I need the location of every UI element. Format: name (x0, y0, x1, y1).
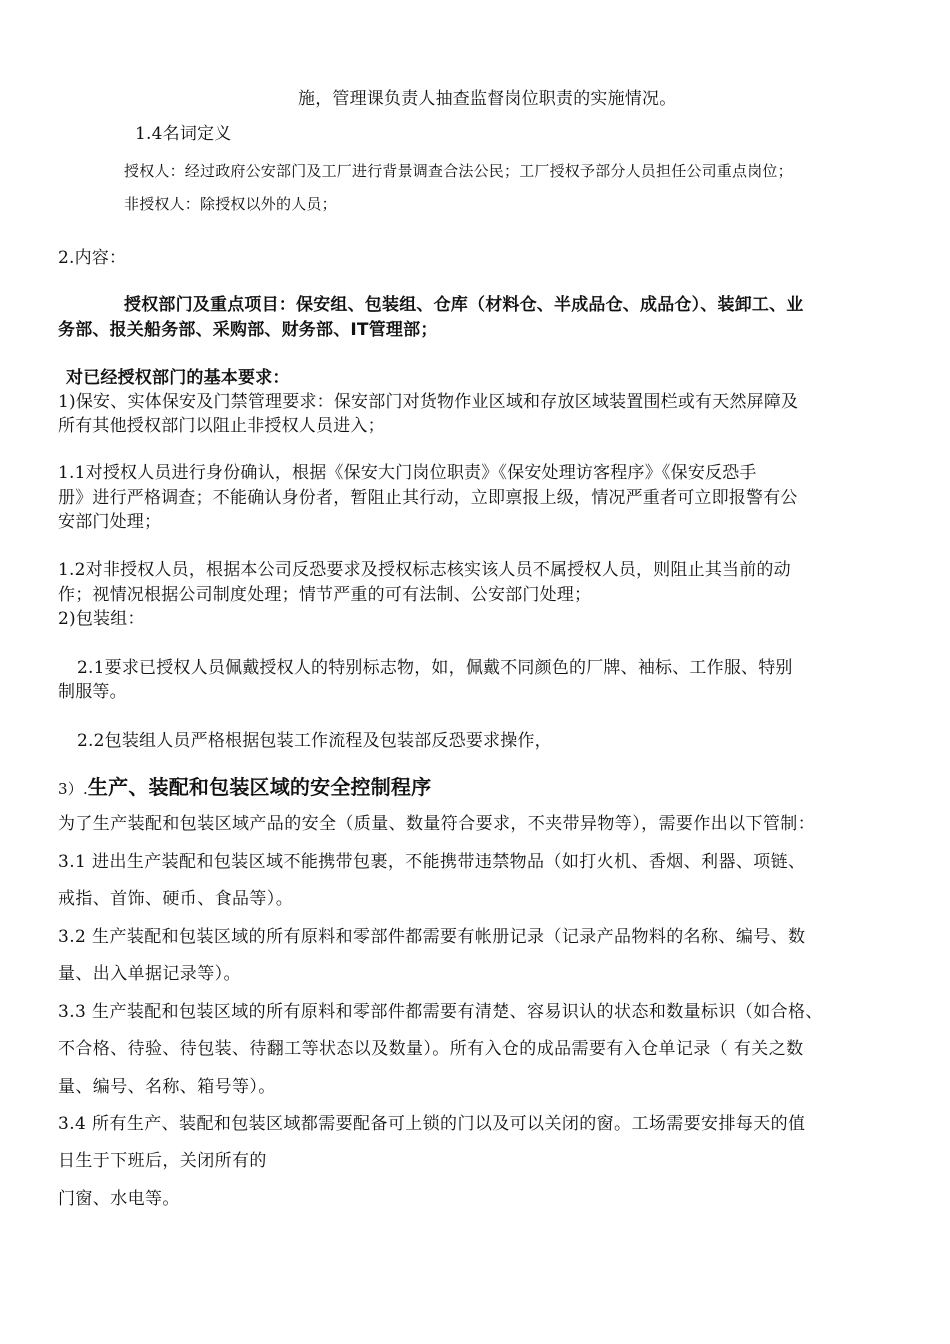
content-heading: 2.内容： (58, 248, 127, 268)
p3-4-line-3: 门窗、水电等。 (58, 1189, 180, 1209)
req-1-1-line-2: 册》进行严格调查；不能确认身份者，暂阻止其行动，立即禀报上级，情况严重者可立即报警有公 (58, 488, 798, 508)
definitions-heading: 1.4名词定义 (135, 124, 232, 144)
p3-3-line-3: 量、编号、名称、箱号等）。 (58, 1077, 276, 1097)
req-1-1-line-3: 安部门处理； (58, 512, 162, 532)
p3-2-line-2: 量、出入单据记录等）。 (58, 964, 241, 984)
section-3-heading (58, 776, 431, 800)
req-2-1-line-1: 2.1要求已授权人员佩戴授权人的特别标志物，如，佩戴不同颜色的厂牌、袖标、工作服、特别 (77, 658, 793, 678)
req-1-2-line-2: 作；视情况根据公司制度处理；情节严重的可有法制、公安部门处理； (58, 585, 592, 605)
p3-4-line-2: 日生于下班后，关闭所有的 (58, 1151, 267, 1171)
p3-4-line-1: 3.4 所有生产、装配和包装区域都需要配备可上锁的门以及可以关闭的窗。工场需要安排每天的值 (58, 1114, 806, 1134)
req-2-2: 2.2包装组人员严格根据包装工作流程及包装部反恐要求操作， (77, 731, 552, 751)
key-items-line-2: 务部、报关船务部、采购部、财务部、IT管理部； (58, 320, 438, 340)
p3-3-line-2: 不合格、待验、待包装、待翻工等状态以及数量）。所有入仓的成品需要有入仓单记录（ 有关之数 (58, 1039, 804, 1059)
p3-1-line-1: 3.1 进出生产装配和包装区域不能携带包裹，不能携带违禁物品（如打火机、香烟、利器、项链、 (58, 852, 806, 872)
definition-authorized: 授权人：经过政府公安部门及工厂进行背景调查合法公民；工厂授权予部分人员担任公司重点岗位； (124, 162, 793, 180)
req-2-heading: 2)包装组： (58, 609, 145, 629)
key-items-line-1: 授权部门及重点项目：保安组、包装组、仓库（材料仓、半成品仓、成品仓）、装卸工、业 (124, 295, 804, 315)
req-1-line-2: 所有其他授权部门以阻止非授权人员进入； (58, 416, 385, 436)
p3-2-line-1: 3.2 生产装配和包装区域的所有原料和零部件都需要有帐册记录（记录产品物料的名称、编号、数 (58, 927, 806, 947)
section-3-intro: 为了生产装配和包装区域产品的安全（质量、数量符合要求，不夹带异物等），需要作出以下管制： (58, 814, 816, 834)
top-line: 施，管理课负责人抽查监督岗位职责的实施情况。 (298, 89, 677, 109)
p3-3-line-1: 3.3 生产装配和包装区域的所有原料和零部件都需要有清楚、容易识认的状态和数量标识（如合格、 (58, 1002, 823, 1022)
section-3-title: 生产、装配和包装区域的安全控制程序 (87, 775, 432, 799)
requirements-heading: 对已经授权部门的基本要求： (66, 368, 290, 388)
p3-1-line-2: 戒指、首饰、硬币、食品等）。 (58, 889, 294, 909)
req-1-2-line-1: 1.2对非授权人员，根据本公司反恐要求及授权标志核实该人员不属授权人员，则阻止其当前的动 (58, 560, 791, 580)
req-1-line-1: 1)保安、实体保安及门禁管理要求：保安部门对货物作业区域和存放区域装置围栏或有天然屏障及 (58, 392, 799, 412)
section-3-prefix: 3）. (58, 780, 88, 798)
definition-unauthorized: 非授权人：除授权以外的人员； (124, 195, 337, 213)
req-1-1-line-1: 1.1对授权人员进行身份确认，根据《保安大门岗位职责》《保安处理访客程序》《保安反恐手 (58, 463, 757, 483)
req-2-1-line-2: 制服等。 (58, 682, 127, 702)
